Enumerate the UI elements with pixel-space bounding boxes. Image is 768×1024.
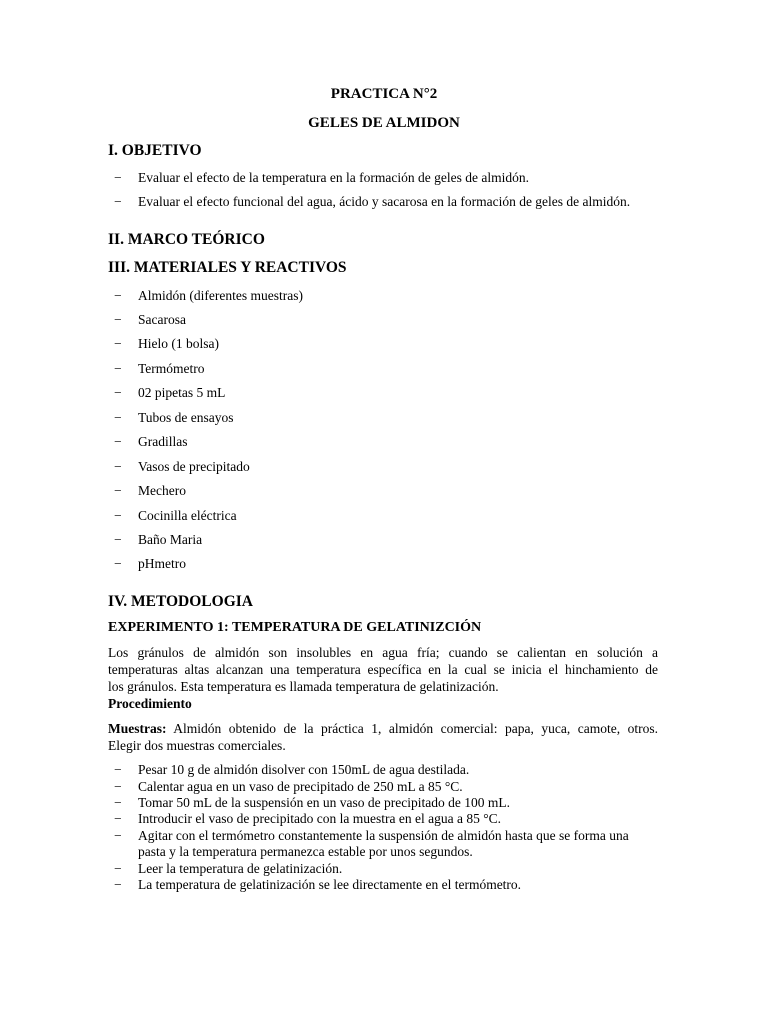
material-item: Mechero [138, 483, 186, 498]
intro-line: temperaturas altas alcanzan una temperatura específica en la cual se inicia el hinchamiento de [108, 662, 658, 677]
bullet-dash: − [114, 811, 122, 826]
objective-item: Evaluar el efecto de la temperatura en la formación de geles de almidón. [138, 170, 529, 185]
step-item: Tomar 50 mL de la suspensión en un vaso de precipitado de 100 mL. [138, 795, 510, 810]
step-item: Calentar agua en un vaso de precipitado de 250 mL a 85 °C. [138, 779, 463, 794]
bullet-dash: − [114, 410, 122, 425]
material-item: Hielo (1 bolsa) [138, 336, 219, 351]
material-item: Termómetro [138, 361, 205, 376]
bullet-dash: − [114, 170, 122, 185]
material-item: Almidón (diferentes muestras) [138, 288, 303, 303]
procedure-label: Procedimiento [108, 696, 192, 711]
step-item: Agitar con el termómetro constantemente la suspensión de almidón hasta que se forma una [138, 828, 629, 843]
material-item: pHmetro [138, 556, 186, 571]
bullet-dash: − [114, 779, 122, 794]
section-heading-metodologia: IV. METODOLOGIA [108, 593, 253, 610]
intro-line: Los gránulos de almidón son insolubles en agua fría; cuando se calientan en solución a [108, 645, 658, 660]
material-item: Baño Maria [138, 532, 203, 547]
step-item-continuation: pasta y la temperatura permanezca estable por unos segundos. [138, 844, 473, 859]
bullet-dash: − [114, 861, 122, 876]
section-heading-materiales: III. MATERIALES Y REACTIVOS [108, 259, 347, 276]
intro-line: los gránulos. Esta temperatura es llamada temperatura de gelatinización. [108, 679, 499, 694]
material-item: Tubos de ensayos [138, 410, 234, 425]
bullet-dash: − [114, 877, 122, 892]
samples-line: Elegir dos muestras comerciales. [108, 738, 286, 753]
step-item: Pesar 10 g de almidón disolver con 150mL de agua destilada. [138, 762, 470, 777]
experiment-title: EXPERIMENTO 1: TEMPERATURA DE GELATINIZCIÓN [108, 620, 482, 635]
bullet-dash: − [114, 762, 122, 777]
step-item: Introducir el vaso de precipitado con la muestra en el agua a 85 °C. [138, 811, 502, 826]
bullet-dash: − [114, 312, 122, 327]
bullet-dash: − [114, 483, 122, 498]
material-item: 02 pipetas 5 mL [138, 385, 226, 400]
bullet-dash: − [114, 336, 122, 351]
bullet-dash: − [114, 385, 122, 400]
step-item: La temperatura de gelatinización se lee directamente en el termómetro. [138, 877, 522, 892]
bullet-dash: − [114, 532, 122, 547]
bullet-dash: − [114, 795, 122, 810]
bullet-dash: − [114, 556, 122, 571]
samples-text: Almidón obtenido de la práctica 1, almidón comercial: papa, yuca, camote, otros. [166, 721, 658, 736]
bullet-dash: − [114, 459, 122, 474]
material-item: Sacarosa [138, 312, 186, 327]
document-title: PRACTICA N°2 [330, 86, 438, 102]
bullet-dash: − [114, 828, 122, 843]
section-heading-objetivo: I. OBJETIVO [108, 142, 202, 159]
samples-label: Muestras: [108, 721, 167, 736]
document-subtitle: GELES DE ALMIDON [308, 115, 460, 131]
samples-paragraph [108, 720, 658, 737]
material-item: Cocinilla eléctrica [138, 508, 237, 523]
bullet-dash: − [114, 508, 122, 523]
bullet-dash: − [114, 434, 122, 449]
objective-item: Evaluar el efecto funcional del agua, ácido y sacarosa en la formación de geles de almidón. [138, 194, 631, 209]
step-item: Leer la temperatura de gelatinización. [138, 861, 343, 876]
bullet-dash: − [114, 288, 122, 303]
material-item: Gradillas [138, 434, 188, 449]
bullet-dash: − [114, 194, 122, 209]
bullet-dash: − [114, 361, 122, 376]
section-heading-marco: II. MARCO TEÓRICO [108, 231, 265, 248]
material-item: Vasos de precipitado [138, 459, 250, 474]
